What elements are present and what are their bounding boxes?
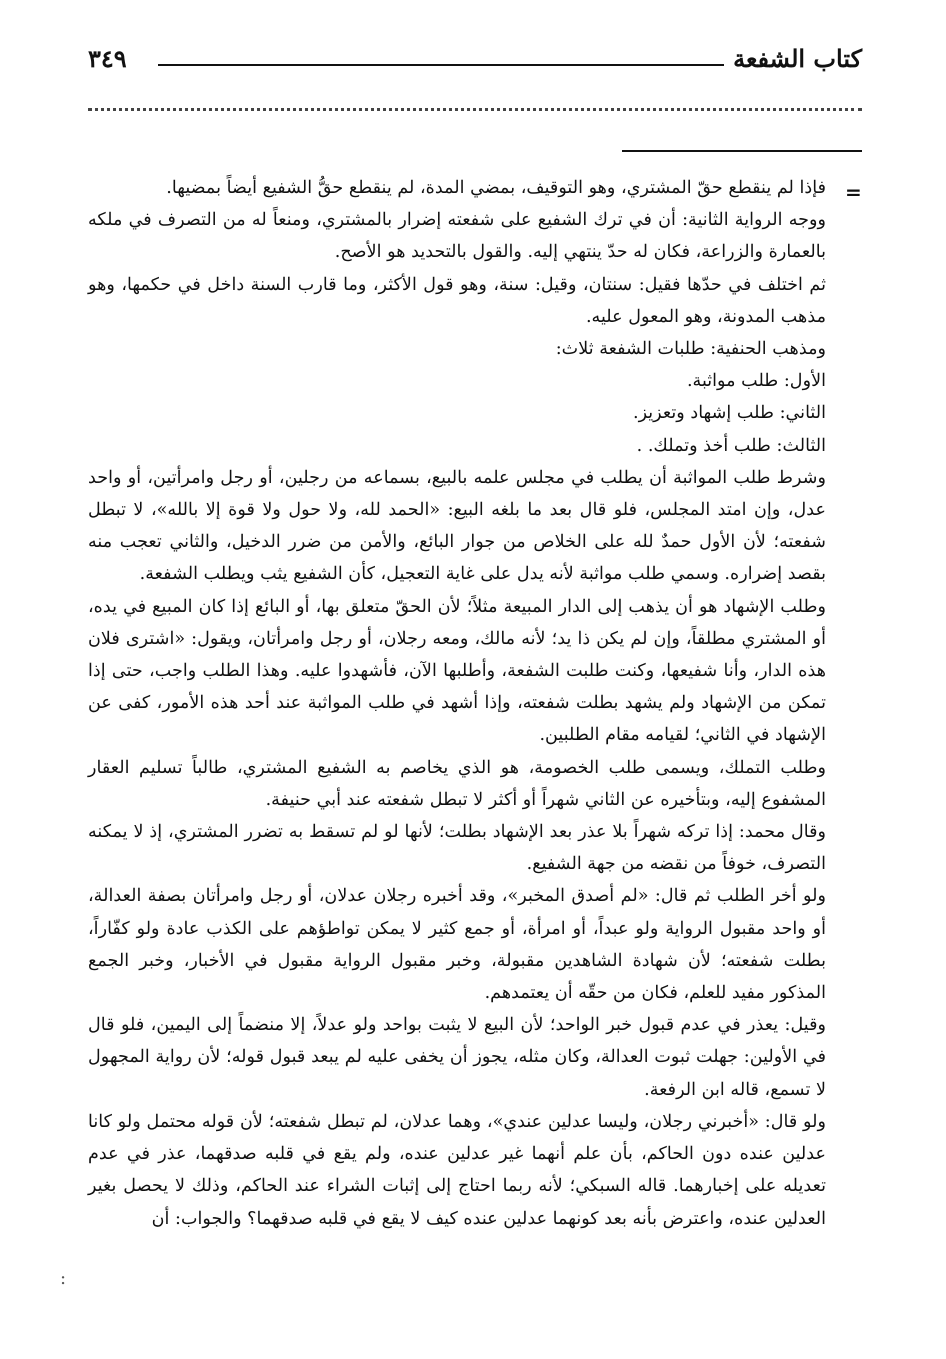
paragraph: وطلب الإشهاد هو أن يذهب إلى الدار المبيعة مثلاً؛ لأن الحقّ متعلق بها، أو البائع إذا كان المبيع في يده، أو المشتري مطلقاً، وإن لم يكن ذا يد؛ لأنه مالك، ومعه رجلان، أو رجل وامرأتان، ويقول: «اشترى فلان هذه الدار، وأنا شفيعها، وكنت طلبت الشفعة، وأطلبها الآن، فأشهدوا عليه. وهذا الطلب واجب، حتى إذا تمكن من الإشهاد ولم يشهد بطلت شفعته، وإذا أشهد في طلب المواثبة عند أحد هذه الأمور، كفى عن الإشهاد في الثاني؛ لقيامه مقام الطلبين. (88, 596, 826, 746)
chapter-title: كتاب الشفعة (733, 44, 862, 73)
paragraph: ومذهب الحنفية: طلبات الشفعة ثلاث: (555, 339, 826, 360)
paragraph: وقال محمد: إذا تركه شهراً بلا عذر بعد الإشهاد بطلت؛ لأنها لو لم تسقط به تضرر المشتري، إذ لا يمكنه التصرف، خوفاً من نقضه من جهة الشفيع. (88, 822, 826, 875)
margin-mark: : (60, 1268, 67, 1289)
paragraph: ولو أخر الطلب ثم قال: «لم أصدق المخبر»، وقد أخبره رجلان عدلان، أو رجل وامرأتان بصفة العدالة، أو واحد مقبول الرواية ولو عبداً، أو امرأة، أو جمع كثير لا يمكن تواطؤهم على الكذب عادة ولو كفّاراً، بطلت شفعته؛ لأن شهادة الشاهدين مقبولة، وخبر مقبول الرواية مقبول في الأخبار، وخبر الجمع المذكور مفيد للعلم، فكان من حقّه أن يعتمدهم. (88, 886, 826, 1004)
paragraph: ولو قال: «أخبرني رجلان، وليسا عدلين عندي»، وهما عدلان، لم تبطل شفعته؛ لأن قوله محتمل ولو كانا عدلين عنده دون الحاكم، بأن علم أنهما غير عدلين عنده، ولم يقع في قلبه صدقهما، عذر في عدم تعديله على إخبارهما. قاله السبكي؛ لأنه ربما احتاج إلى إثبات الشراء عند الحاكم، وذلك لا يحصل بغير العدلين عنده، واعترض بأنه بعد كونهما عدلين عنده كيف لا يقع في قلبه صدقهما؟ والجواب: أن (88, 1111, 826, 1229)
running-header (88, 44, 862, 84)
dotted-separator (88, 108, 862, 111)
paragraph: وقيل: يعذر في عدم قبول خبر الواحد؛ لأن البيع لا يثبت بواحد ولو عدلاً، إلا منضماً إلى اليمين، فلو قال في الأولين: جهلت ثبوت العدالة، وكان مثله، يجوز أن يخفى عليه لم يبعد قبول قوله؛ لأن رواية المجهول لا تسمع، قاله ابن الرفعة. (88, 1015, 826, 1100)
list-item: الثاني: طلب إشهاد وتعزيز. (632, 403, 826, 424)
paragraph: ووجه الرواية الثانية: أن في ترك الشفيع على شفعته إضرار بالمشتري، ومنعاً له من التصرف في ملكه بالعمارة والزراعة، فكان له حدّ ينتهي إليه. والقول بالتحديد هو الأصح. (88, 210, 826, 263)
paragraph: وشرط طلب المواثبة أن يطلب في مجلس علمه بالبيع، بسماعه من رجلين، أو رجل وامرأتين، أو واحد عدل، وإن امتد المجلس، فلو قال بعد ما بلغه البيع: «الحمد لله، ولا حول ولا قوة إلا بالله»، لا تبطل شفعته؛ لأن الأول حمدٌ لله على الخلاص من جوار البائع، والأمن من ضرر الدخيل، والثاني تعجب منه بقصد إضراره. وسمي طلب مواثبة لأنه يدل على غاية التعجيل، كأن الشفيع يثب ويطلب الشفعة. (88, 467, 826, 585)
footnote-rule (622, 150, 862, 152)
paragraph: وطلب التملك، ويسمى طلب الخصومة، هو الذي يخاصم به الشفيع المشتري، طالباً تسليم العقار المشفوع إليه، وبتأخيره عن الثاني شهراً أو أكثر لا تبطل شفعته عند أبي حنيفة. (88, 757, 826, 810)
list-item: الأول: طلب مواثبة. (686, 371, 826, 392)
paragraph: فإذا لم ينقطع حقّ المشتري، وهو التوقيف، بمضي المدة، لم ينقطع حقُّ الشفيع أيضاً بمضيها. (166, 178, 826, 198)
continuation-mark: = (845, 180, 862, 204)
footnote-text (88, 172, 826, 1235)
header-rule (158, 64, 724, 66)
list-item: الثالث: طلب أخذ وتملك. . (636, 435, 826, 456)
page-number: ٣٤٩ (88, 44, 127, 73)
paragraph: ثم اختلف في حدّها فقيل: سنتان، وقيل: سنة، وهو قول الأكثر، وما قارب السنة داخل في حكمها، وهو مذهب المدونة، وهو المعول عليه. (88, 274, 826, 327)
